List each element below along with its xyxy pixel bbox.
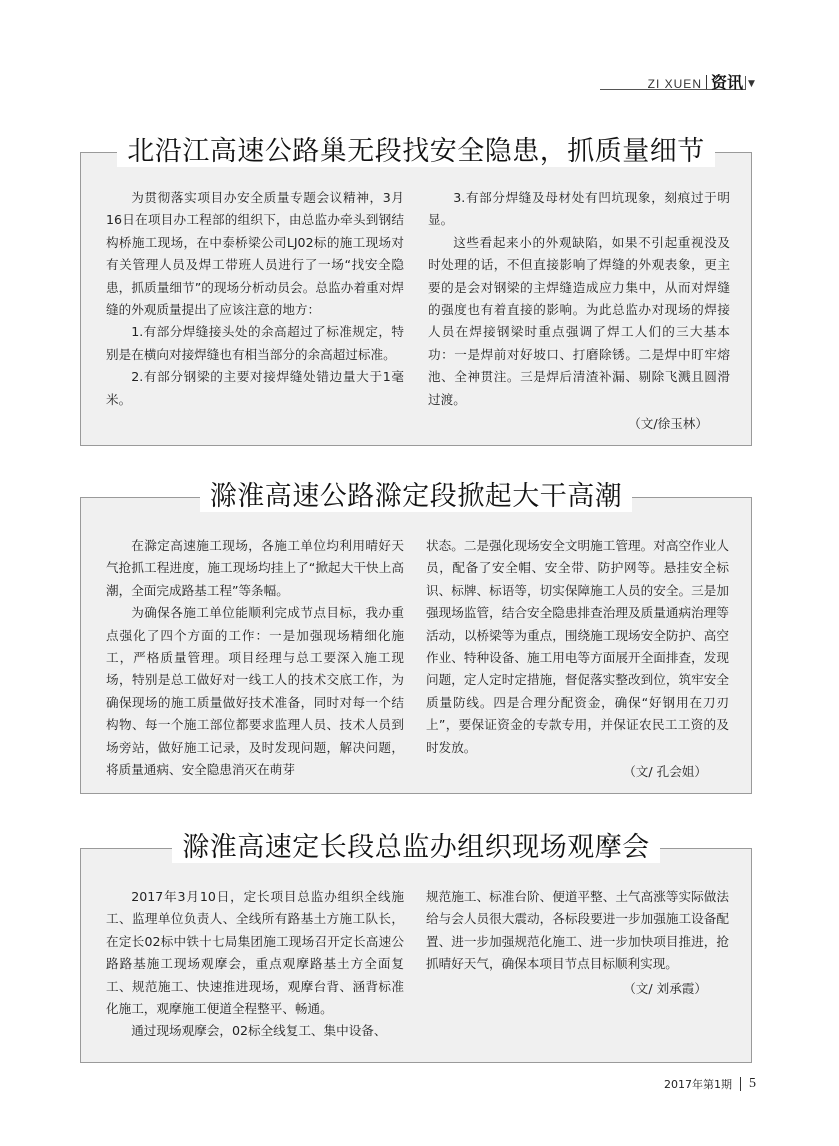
paragraph: 为确保各施工单位能顺利完成节点目标，我办重点强化了四个方面的工作：一是加强现场精细化施工，严格质量管理。项目经理与总工要深入施工现场，特别是总工做好对一线工人的技术交底工作，为确保现场的施工质量做好技术准备，同时对每一个结构物、每一个施工部位都要求监理人员、技术人员到场旁站，做好施工记录，及时发现问题，解决问题，将质量通病、安全隐患消灭在萌芽 (106, 605, 404, 778)
article-column-right (426, 535, 729, 783)
article-column-left (106, 886, 404, 1043)
article-chuding-construction (80, 481, 752, 794)
page-number: 5 (749, 1076, 756, 1091)
paragraph: 这些看起来小的外观缺陷，如果不引起重视没及时处理的话，不但直接影响了焊缝的外观表象，更主要的是会对钢梁的主焊缝造成应力集中，从而对焊缝的强度也有着直接的影响。为此总监办对现场的焊接人员在焊接钢梁时重点强调了焊工人们的三大基本功：一是焊前对好坡口、打磨除锈。二是焊中盯牢熔池、全神贯注。三是焊后清渣补漏、剔除飞溅且圆滑过渡。 (428, 234, 730, 407)
paragraph: 2017年3月10日，定长项目总监办组织全线施工、监理单位负责人、全线所有路基土方施工队长，在定长02标中铁十七局集团施工现场召开定长高速公路路基施工现场观摩会，重点观摩路基土方全面复工、规范施工、快速推进现场，观摩台背、涵背标准化施工，观摩施工便道全程整平、畅通。 (106, 889, 404, 1017)
paragraph: 3.有部分焊缝及母材处有凹坑现象，刻痕过于明显。 (428, 190, 730, 228)
article-title: 滁淮高速公路滁定段掀起大干高潮 (81, 477, 751, 517)
paragraph: 状态。二是强化现场安全文明施工管理。对高空作业人员，配备了安全帽、安全带、防护网等。悬挂安全标识、标牌、标语等，切实保障施工人员的安全。三是加强现场监管，结合安全隐患排查治理及质量通病治理等活动，以桥梁等为重点，围绕施工现场安全防护、高空作业、特种设备、施工用电等方面展开全面排查，发现问题，定人定时定措施，督促落实整改到位，筑牢安全质量防线。四是合理分配资金，确保“好钢用在刀刃上”，要保证资金的专款专用，并保证农民工工资的及时发放。 (426, 538, 729, 755)
paragraph: 为贯彻落实项目办安全质量专题会议精神，3月16日在项目办工程部的组织下，由总监办牵头到钢结构桥施工现场，在中泰桥梁公司LJ02标的施工现场对有关管理人员及焊工带班人员进行了一场“找安全隐患，抓质量细节”的现场分析动员会。总监办着重对焊缝的外观质量提出了应该注意的地方： (106, 190, 404, 318)
section-header-pinyin: ZI XUEN (647, 77, 702, 91)
article-title: 滁淮高速定长段总监办组织现场观摩会 (81, 828, 751, 868)
article-dingchang-observation (80, 832, 752, 1063)
section-header-divider (706, 75, 707, 89)
article-author: （文/徐玉林） (628, 416, 708, 432)
article-author: （文/ 刘承霞） (623, 980, 707, 996)
header-marker-icon: ▼ (748, 79, 755, 89)
footer-divider (740, 1077, 741, 1091)
section-header-title: 资讯 (710, 73, 743, 92)
paragraph: 1.有部分焊缝接头处的余高超过了标准规定，特别是在横向对接焊缝也有相当部分的余高超过标准。 (106, 324, 404, 362)
article-column-right (426, 886, 729, 1000)
paragraph: 在滁定高速施工现场，各施工单位均利用晴好天气抢抓工程进度，施工现场均挂上了“掀起大干快上高潮，全面完成路基工程”等条幅。 (106, 538, 404, 598)
issue-label: 2017年第1期 (664, 1078, 732, 1091)
article-column-left (106, 535, 404, 781)
article-safety-quality (80, 136, 752, 446)
paragraph: 规范施工、标准台阶、便道平整、土气高涨等实际做法给与会人员很大震动，各标段要进一步加强施工设备配置、进一步加强规范化施工、进一步加快项目推进，抢抓晴好天气，确保本项目节点目标顺利实现。 (426, 889, 729, 972)
article-column-left (106, 187, 404, 411)
page-footer (664, 1076, 756, 1092)
article-title: 北沿江高速公路巢无段找安全隐患，抓质量细节 (81, 132, 751, 172)
section-header (648, 70, 743, 93)
paragraph: 2.有部分钢梁的主要对接焊缝处错边量大于1毫米。 (106, 369, 404, 407)
header-rule-tick (745, 76, 746, 90)
paragraph: 通过现场观摩会，02标全线复工、集中设备、 (131, 1023, 387, 1039)
article-author: （文/ 孔会姐） (623, 764, 707, 780)
article-column-right (428, 187, 730, 435)
